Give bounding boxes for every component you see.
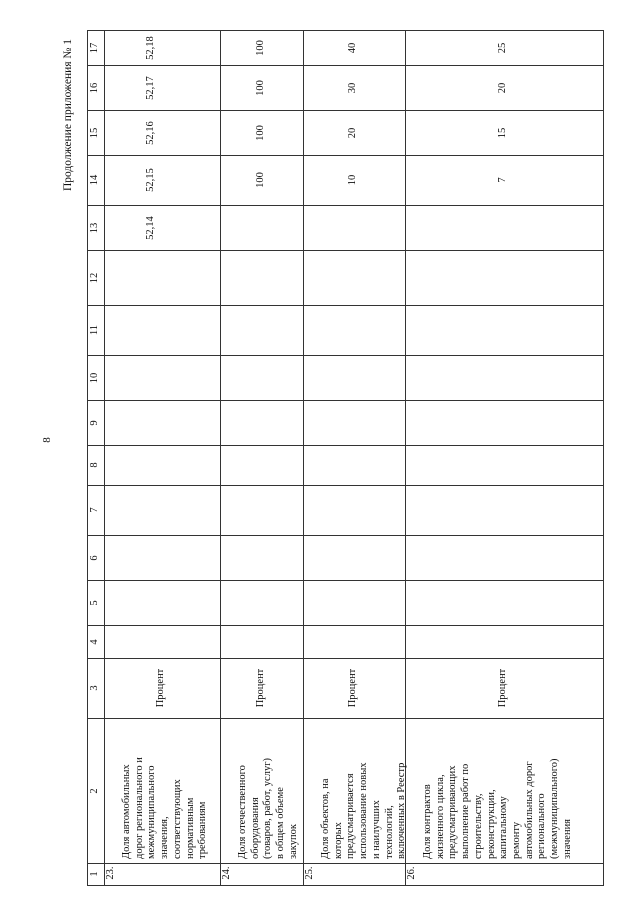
page-number: 8 bbox=[41, 437, 53, 443]
row-divider bbox=[220, 30, 221, 885]
column-header-13: 13 bbox=[88, 222, 100, 233]
value-col-14: 100 bbox=[254, 172, 266, 188]
column-divider bbox=[87, 625, 603, 626]
column-header-4: 4 bbox=[88, 638, 100, 645]
column-header-16: 16 bbox=[88, 82, 100, 93]
table-border-top bbox=[87, 30, 603, 31]
row-number: 23. bbox=[105, 866, 116, 880]
column-divider bbox=[87, 355, 603, 356]
continuation-title: Продолжение приложения № 1 bbox=[62, 38, 74, 192]
row-number-divider bbox=[118, 863, 220, 864]
column-divider bbox=[87, 485, 603, 486]
table-border-left bbox=[87, 30, 88, 885]
column-header-5: 5 bbox=[88, 599, 100, 606]
column-header-12: 12 bbox=[88, 272, 100, 283]
table-border-bottom bbox=[87, 885, 603, 886]
column-header-1: 1 bbox=[88, 871, 100, 877]
indicator-name: Доля автомобильных дорог регионального и межмуниципального значения, соответствующих нормативным требованиям bbox=[121, 757, 209, 859]
value-col-15: 15 bbox=[497, 127, 508, 138]
column-divider bbox=[87, 250, 603, 251]
value-col-15: 100 bbox=[254, 124, 266, 141]
row-number-divider bbox=[419, 863, 603, 864]
value-col-14: 52,15 bbox=[145, 168, 156, 192]
indicator-name: Доля объектов, на которых предусматривается использование новых и наилучших технологий, включенных в Реестр bbox=[320, 762, 408, 859]
column-header-7: 7 bbox=[88, 507, 100, 513]
indicator-name: Доля контрактов жизненного цикла, предусматривающих выполнение работ по строительству, реконструкции, капитальному ремонту автомобильных дорог регионального (межмуниципального) значения bbox=[422, 758, 573, 859]
column-header-11: 11 bbox=[88, 324, 100, 336]
value-col-14: 7 bbox=[497, 177, 508, 183]
indicator-name: Доля отечественного оборудования (товаров, работ, услуг) в общем объеме закупок bbox=[237, 757, 299, 859]
value-col-17: 25 bbox=[497, 42, 508, 53]
column-divider bbox=[87, 155, 603, 156]
column-divider bbox=[87, 110, 603, 111]
row-number-divider bbox=[234, 863, 303, 864]
value-col-16: 52,17 bbox=[145, 75, 156, 100]
row-divider bbox=[303, 30, 304, 885]
value-col-16: 100 bbox=[254, 79, 266, 96]
column-divider bbox=[87, 535, 603, 536]
column-header-14: 14 bbox=[88, 174, 100, 186]
header-row-divider bbox=[104, 30, 105, 885]
value-col-13: 52,14 bbox=[145, 215, 156, 240]
column-header-10: 10 bbox=[88, 372, 100, 383]
unit-label: Процент bbox=[254, 668, 266, 708]
unit-label: Процент bbox=[497, 668, 508, 708]
column-divider bbox=[87, 445, 603, 446]
value-col-17: 40 bbox=[347, 42, 358, 53]
value-col-17: 100 bbox=[254, 39, 266, 56]
value-col-14: 10 bbox=[347, 174, 358, 186]
column-header-15: 15 bbox=[88, 127, 100, 138]
column-header-6: 6 bbox=[88, 554, 100, 561]
row-number: 26. bbox=[406, 866, 417, 880]
value-col-15: 52,16 bbox=[145, 120, 156, 145]
table-border-right bbox=[603, 30, 604, 886]
row-number-divider bbox=[317, 863, 405, 864]
row-number: 25. bbox=[304, 866, 315, 880]
column-divider bbox=[87, 205, 603, 206]
value-col-16: 30 bbox=[347, 82, 358, 93]
column-header-3: 3 bbox=[88, 685, 100, 691]
column-header-2: 2 bbox=[88, 787, 100, 794]
value-col-15: 20 bbox=[347, 127, 358, 138]
value-col-16: 20 bbox=[497, 82, 508, 93]
column-header-17: 17 bbox=[88, 42, 100, 53]
column-divider bbox=[87, 305, 603, 306]
column-header-8: 8 bbox=[88, 462, 100, 468]
unit-label: Процент bbox=[347, 668, 358, 708]
column-divider bbox=[87, 400, 603, 401]
row-number: 24. bbox=[221, 866, 232, 880]
value-col-17: 52,18 bbox=[145, 35, 156, 60]
column-divider bbox=[87, 580, 603, 581]
column-divider bbox=[87, 65, 603, 66]
column-header-9: 9 bbox=[88, 419, 100, 426]
unit-label: Процент bbox=[155, 668, 166, 708]
